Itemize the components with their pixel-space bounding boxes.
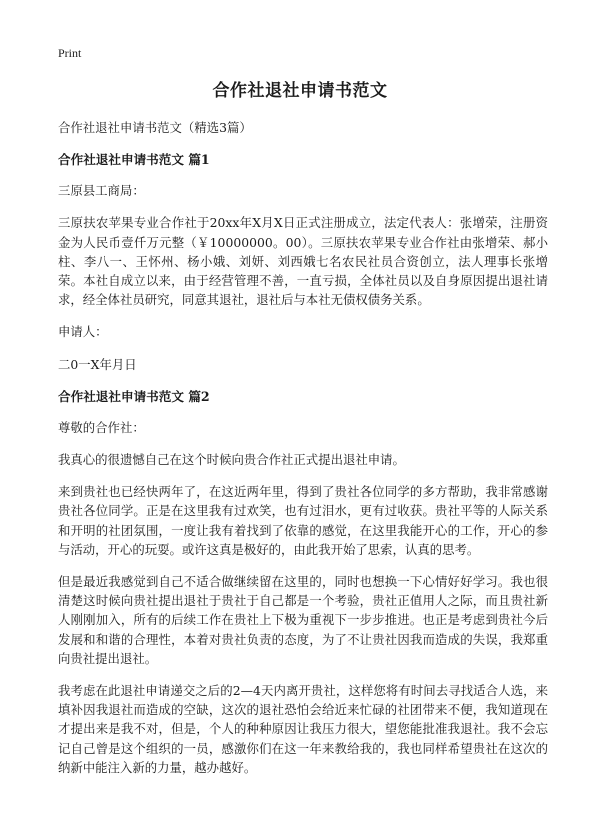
applicant-line: 申请人： <box>58 324 108 340</box>
document-subtitle: 合作社退社申请书范文（精选3篇） <box>58 120 252 135</box>
print-link[interactable]: Print <box>58 46 82 60</box>
section-heading: 合作社退社申请书范文 篇2 <box>58 388 210 404</box>
section-heading: 合作社退社申请书范文 篇1 <box>58 152 210 168</box>
body-paragraph: 三原扶农苹果专业合作社于20xx年X月X日正式注册成立，法定代表人：张增荣，注册资金为人民币壹仟万元整（￥10000000。00）。三原扶农苹果专业合作社由张增荣、郝小柱、李八一、王怀州、杨小娥、刘妍、刘西娥七名农民社员合资创立，法人理事长张增荣。本社自成立以来，由于经营管理不善，一直亏损，全体社员以及自身原因提出退社请求，经全体社员研究，同意其退社，退社后与本社无债权债务关系。 <box>58 215 548 308</box>
salutation: 尊敬的合作社： <box>58 419 145 435</box>
page-title: 合作社退社申请书范文 <box>212 81 388 101</box>
salutation: 三原县工商局： <box>58 183 145 199</box>
date-line: 二0一X年月日 <box>58 356 137 372</box>
document-body <box>58 118 548 790</box>
body-paragraph: 我真心的很遗憾自己在这个时候向贵合作社正式提出退社申请。 <box>58 452 405 468</box>
body-paragraph: 但是最近我感觉到自己不适合做继续留在这里的，同时也想换一下心情好好学习。我也很清楚这时候向贵社提出退社于贵社于自己都是一个考验，贵社正值用人之际，而且贵社新人刚刚加入，所有的后续工作在贵社上下极为重视下一步步推进。也正是考虑到贵社今后发展和和谐的合理性，本着对贵社负责的态度，为了不让贵社因我而造成的失误，我郑重向贵社提出退社。 <box>58 574 548 666</box>
body-paragraph: 我考虑在此退社申请递交之后的2—4天内离开贵社，这样您将有时间去寻找适合人选，来填补因我退社而造成的空缺，这次的退社恐怕会给近来忙碌的社团带来不便，我知道现在才提出来是我不对，但是，个人的种种原因让我压力很大，望您能批准我退社。我不会忘记自己曾是这个组织的一员，感激你们在这一年来教给我的，我也同样希望贵社在这次的纳新中能注入新的力量，越办越好。 <box>58 683 548 775</box>
body-paragraph: 来到贵社也已经快两年了，在这近两年里，得到了贵社各位同学的多方帮助，我非常感谢贵社各位同学。正是在这里我有过欢笑，也有过泪水，更有过收获。贵社平等的人际关系和开明的社团氛围，一度让我有着找到了依靠的感觉，在这里我能开心的工作，开心的参与活动，开心的玩耍。或许这真是极好的，由此我开始了思索，认真的思考。 <box>58 484 548 557</box>
